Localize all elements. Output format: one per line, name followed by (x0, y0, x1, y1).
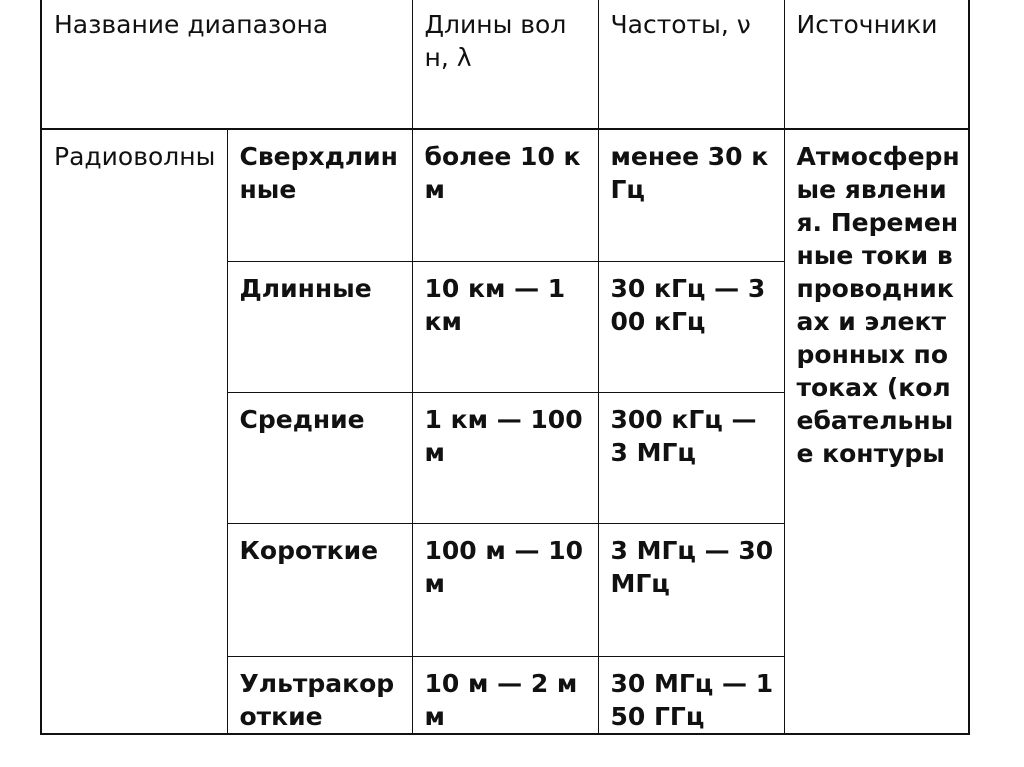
header-range-name: Название диапазона (41, 0, 412, 129)
header-sources: Источники (784, 0, 969, 129)
wavelength-cell: 10 км — 1 км (412, 261, 598, 392)
header-wavelength: Длины волн, λ (412, 0, 598, 129)
table-header-row (41, 0, 969, 129)
header-frequency: Частоты, ν (598, 0, 784, 129)
sources-cell: Атмосферные явления. Переменные токи в проводниках и электронных потоках (колебательные контуры (784, 129, 969, 734)
subrange-cell: Длинные (227, 261, 412, 392)
subrange-cell: Средние (227, 392, 412, 523)
radio-wave-table (40, 0, 970, 735)
wavelength-cell: 100 м — 10 м (412, 523, 598, 656)
frequency-cell: 300 кГц — 3 МГц (598, 392, 784, 523)
frequency-cell: менее 30 кГц (598, 129, 784, 261)
table-row (41, 129, 969, 261)
subrange-cell: Сверхдлинные (227, 129, 412, 261)
frequency-cell: 30 МГц — 150 ГГц (598, 656, 784, 734)
frequency-cell: 3 МГц — 30 МГц (598, 523, 784, 656)
frequency-cell: 30 кГц — 300 кГц (598, 261, 784, 392)
wavelength-cell: более 10 км (412, 129, 598, 261)
subrange-cell: Короткие (227, 523, 412, 656)
group-label-radiowaves: Радиоволны (41, 129, 227, 734)
wavelength-cell: 10 м — 2 мм (412, 656, 598, 734)
subrange-cell: Ультракороткие (227, 656, 412, 734)
wavelength-cell: 1 км — 100 м (412, 392, 598, 523)
